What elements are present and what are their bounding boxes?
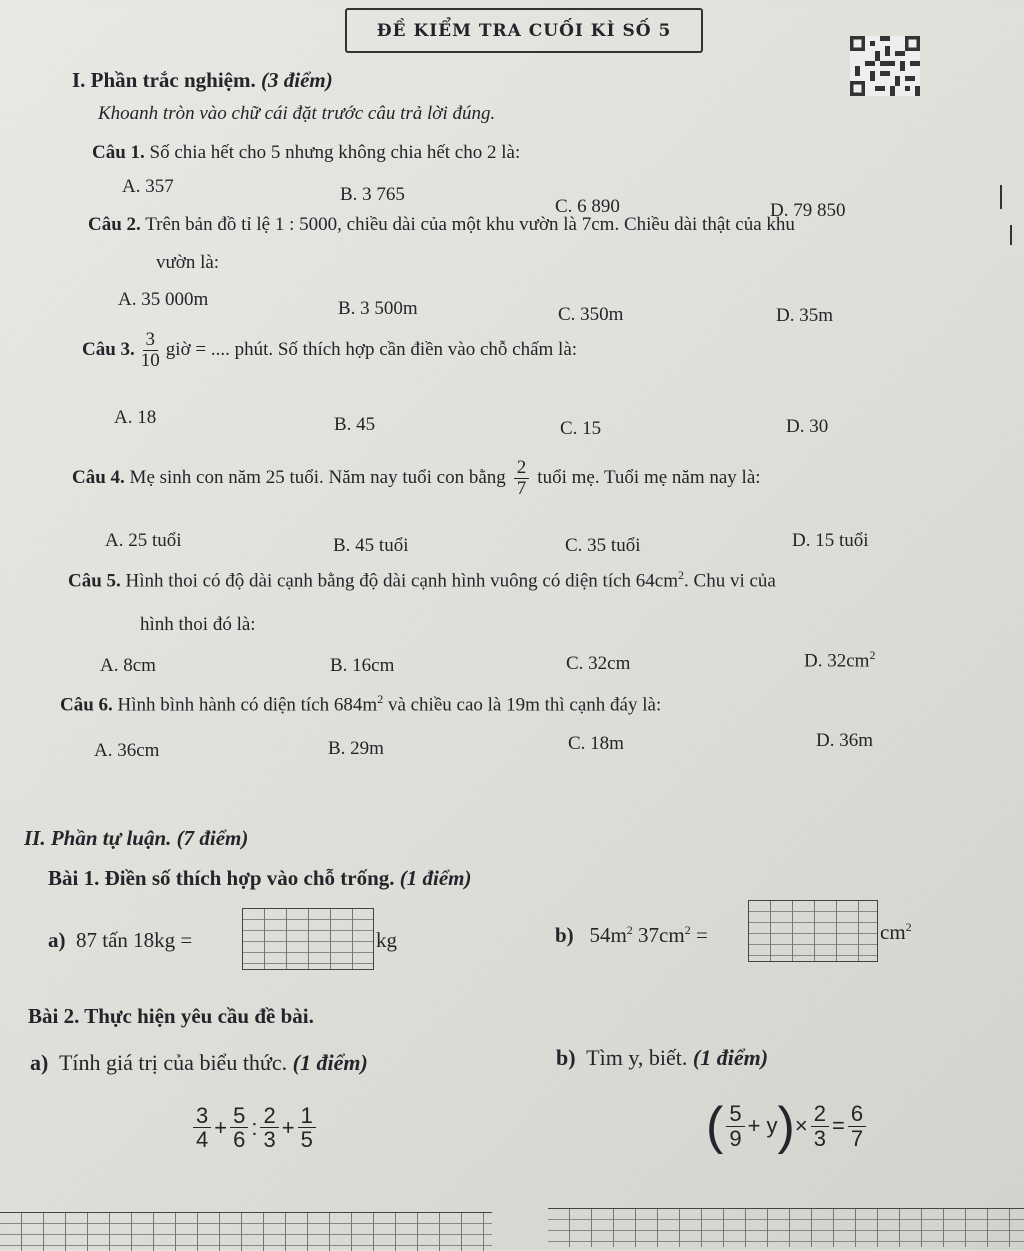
expr-b-lparen: ( xyxy=(706,1097,724,1155)
expr-b-times: × xyxy=(794,1113,808,1138)
bai1-b-answer-grid[interactable] xyxy=(748,900,878,962)
part2-heading-text: II. Phần tự luận. xyxy=(24,826,172,850)
q6-label: Câu 6. xyxy=(60,694,113,716)
q4-option-d[interactable]: D. 15 tuổi xyxy=(792,530,869,551)
q4-frac-numerator: 2 xyxy=(514,458,530,479)
expr-b-f2-den: 3 xyxy=(813,1125,826,1151)
q3-option-b[interactable]: B. 45 xyxy=(334,414,376,435)
q1-text: Số chia hết cho 5 nhưng không chia hết cho 2 là: xyxy=(149,142,521,163)
bai1-a-text: 87 tấn 18kg = xyxy=(76,928,193,952)
part2-points: (7 điểm) xyxy=(176,826,249,850)
q5-text-b: . Chu vi của xyxy=(684,570,776,592)
q4-frac-denominator: 7 xyxy=(516,477,527,499)
q3-text: giờ = .... phút. Số thích hợp cần điền vào chỗ chấm là: xyxy=(165,339,578,361)
expr-b-f3-num: 6 xyxy=(848,1102,866,1126)
q2-text-line2: vườn là: xyxy=(156,252,220,273)
q6-text-sup: 2 xyxy=(377,692,384,706)
bai2-b-points: (1 điểm) xyxy=(692,1045,769,1070)
bai2-b-text: Tìm y, biết. xyxy=(586,1045,688,1070)
q5-option-c[interactable]: C. 32cm xyxy=(566,653,631,674)
q3-frac-denominator: 10 xyxy=(140,349,160,371)
bai2-b-expression xyxy=(706,1097,869,1155)
part2-heading xyxy=(24,826,248,851)
q1-option-d[interactable]: D. 79 850 xyxy=(770,200,846,221)
expr-a-frac-2 xyxy=(230,1104,248,1151)
margin-mark xyxy=(1010,225,1012,245)
expr-b-plus-y: + y xyxy=(747,1113,778,1138)
q5-text-a: Hình thoi có độ dài cạnh bằng độ dài cạnh hình vuông có diện tích 64cm xyxy=(125,570,679,592)
question-6 xyxy=(60,692,661,716)
expr-b-frac-1 xyxy=(726,1102,744,1149)
page-title: ĐỀ KIỂM TRA CUỐI KÌ SỐ 5 xyxy=(345,8,703,53)
expr-a-frac-1 xyxy=(193,1104,211,1151)
q6-text-b: và chiều cao là 19m thì cạnh đáy là: xyxy=(383,694,662,716)
expr-a-op-1: + xyxy=(214,1114,228,1140)
expr-b-f3-den: 7 xyxy=(850,1125,864,1151)
expr-a-f4-num: 1 xyxy=(298,1104,316,1128)
expr-a-f2-num: 5 xyxy=(230,1104,248,1128)
question-1 xyxy=(92,142,520,164)
q5-option-a[interactable]: A. 8cm xyxy=(100,655,156,676)
q5-text-line2: hình thoi đó là: xyxy=(140,614,256,635)
bai1-b-label: b) xyxy=(555,923,574,947)
expr-b-f2-num: 2 xyxy=(811,1102,829,1126)
q5-option-d-text: D. 32cm xyxy=(804,650,870,672)
bai1-heading-text: Bài 1. Điền số thích hợp vào chỗ trống. xyxy=(48,866,395,890)
q4-fraction xyxy=(514,458,530,499)
q3-option-d[interactable]: D. 30 xyxy=(786,416,829,437)
q2-option-d[interactable]: D. 35m xyxy=(776,305,833,326)
q3-frac-numerator: 3 xyxy=(143,330,159,351)
bai1-b-unit-text: cm xyxy=(880,920,906,944)
q2-option-a[interactable]: A. 35 000m xyxy=(118,289,209,310)
q1-label: Câu 1. xyxy=(92,142,145,163)
q4-option-a[interactable]: A. 25 tuổi xyxy=(105,530,182,551)
bai1-b-text-3: = xyxy=(690,923,708,947)
expr-a-op-2: : xyxy=(251,1114,258,1140)
bai1-b-text-1: 54m xyxy=(589,923,627,947)
bai1-heading xyxy=(48,866,471,891)
q4-text-a: Mẹ sinh con năm 25 tuổi. Năm nay tuổi con bằng xyxy=(129,467,506,489)
expr-a-f3-num: 2 xyxy=(260,1104,278,1128)
q5-option-d[interactable] xyxy=(804,648,875,672)
bai2-heading: Bài 2. Thực hiện yêu cầu đề bài. xyxy=(28,1004,314,1028)
q4-option-b[interactable]: B. 45 tuổi xyxy=(333,535,409,556)
expr-b-frac-2 xyxy=(811,1102,829,1149)
expr-b-frac-3 xyxy=(848,1102,866,1149)
bai1-b-text-2: 37cm xyxy=(632,923,685,947)
question-4 xyxy=(72,458,761,499)
bai1-b-unit-sup: 2 xyxy=(905,920,912,934)
part1-heading xyxy=(72,68,333,93)
q5-option-d-sup: 2 xyxy=(869,648,876,662)
expr-a-f1-den: 4 xyxy=(196,1127,209,1153)
expr-a-op-3: + xyxy=(281,1114,295,1140)
bai1-points: (1 điểm) xyxy=(399,866,472,890)
q4-label: Câu 4. xyxy=(72,467,125,489)
q6-option-c[interactable]: C. 18m xyxy=(568,733,624,754)
expr-a-f4-den: 5 xyxy=(300,1127,313,1153)
bai1-b xyxy=(555,923,708,948)
bai1-b-sup-2: 2 xyxy=(684,923,691,937)
bai1-a-label: a) xyxy=(48,928,66,952)
expr-b-f1-den: 9 xyxy=(729,1125,742,1151)
q6-option-b[interactable]: B. 29m xyxy=(328,738,384,759)
expr-a-f3-den: 3 xyxy=(263,1127,276,1153)
q5-label: Câu 5. xyxy=(68,570,121,592)
q1-option-c[interactable]: C. 6 890 xyxy=(555,196,620,217)
q1-option-b[interactable]: B. 3 765 xyxy=(340,184,405,205)
q6-option-a[interactable]: A. 36cm xyxy=(94,740,160,761)
bai1-b-unit xyxy=(880,920,912,945)
question-5 xyxy=(68,568,776,592)
expr-a-frac-4 xyxy=(298,1104,316,1151)
part1-instruction: Khoanh tròn vào chữ cái đặt trước câu trả lời đúng. xyxy=(98,103,496,124)
q2-label: Câu 2. xyxy=(88,214,141,235)
margin-mark xyxy=(1000,185,1002,209)
bai1-a-answer-grid[interactable] xyxy=(242,908,374,970)
expr-a-frac-3 xyxy=(260,1104,278,1151)
expr-a-f2-den: 6 xyxy=(233,1127,246,1153)
part1-heading-text: I. Phần trắc nghiệm. xyxy=(72,68,256,92)
q3-label: Câu 3. xyxy=(82,339,135,361)
part1-points: (3 điểm) xyxy=(261,68,333,92)
expr-a-f1-num: 3 xyxy=(193,1104,211,1128)
bai2-a-text: Tính giá trị của biểu thức. xyxy=(58,1050,288,1075)
bai1-a-unit: kg xyxy=(376,928,397,952)
expr-b-rparen: ) xyxy=(777,1097,795,1155)
question-3 xyxy=(82,330,577,371)
question-2 xyxy=(88,214,795,236)
q5-option-b[interactable]: B. 16cm xyxy=(330,655,395,676)
bai2-a xyxy=(30,1050,368,1076)
q2-option-b[interactable]: B. 3 500m xyxy=(338,298,418,319)
q4-text-b: tuổi mẹ. Tuổi mẹ năm nay là: xyxy=(537,467,761,489)
q3-option-a[interactable]: A. 18 xyxy=(114,407,157,428)
q6-text-a: Hình bình hành có diện tích 684m xyxy=(117,694,378,716)
bai2-b-work-grid[interactable] xyxy=(548,1208,1024,1247)
bai1-a xyxy=(48,928,192,953)
expr-b-f1-num: 5 xyxy=(726,1102,744,1126)
bai1-b-sup-1: 2 xyxy=(626,923,633,937)
bai2-a-work-grid[interactable] xyxy=(0,1212,492,1251)
q3-option-c[interactable]: C. 15 xyxy=(560,418,602,439)
q1-option-a[interactable]: A. 357 xyxy=(122,176,174,197)
q3-fraction xyxy=(138,330,163,371)
bai2-a-points: (1 điểm) xyxy=(292,1050,368,1075)
qr-code-icon xyxy=(850,35,920,97)
q6-option-d[interactable]: D. 36m xyxy=(816,730,873,751)
expr-b-equals: = xyxy=(831,1113,845,1138)
q2-text-line1: Trên bản đồ tỉ lệ 1 : 5000, chiều dài của một khu vườn là 7cm. Chiều dài thật của khu xyxy=(145,214,795,235)
q2-option-c[interactable]: C. 350m xyxy=(558,304,624,325)
bai2-b xyxy=(556,1045,768,1071)
bai2-a-label: a) xyxy=(30,1050,49,1075)
bai2-a-expression xyxy=(190,1104,319,1151)
bai2-b-label: b) xyxy=(556,1045,576,1070)
q4-option-c[interactable]: C. 35 tuổi xyxy=(565,535,641,556)
q5-text-sup: 2 xyxy=(678,568,685,582)
